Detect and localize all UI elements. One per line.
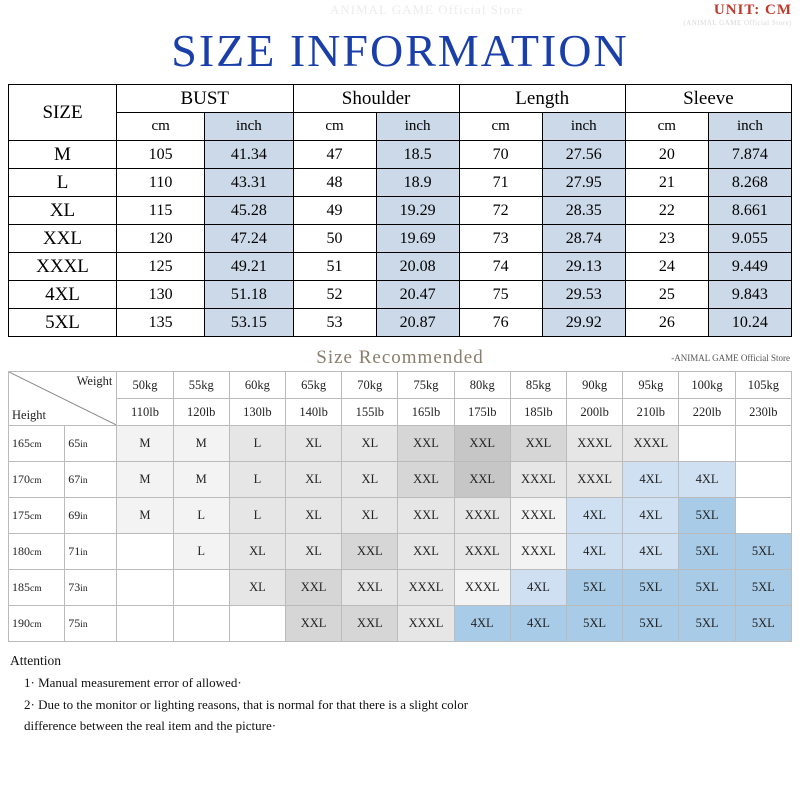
recommend-size-cell: 5XL <box>679 498 735 534</box>
recommend-size-cell: 5XL <box>735 534 791 570</box>
axis-corner-cell <box>9 372 117 426</box>
recommend-size-cell: XXXL <box>510 498 566 534</box>
recommend-size-cell: XL <box>342 498 398 534</box>
size-label-cell: M <box>9 141 117 169</box>
weight-kg-header: 65kg <box>286 372 342 399</box>
weight-lb-header: 165lb <box>398 399 454 426</box>
size-recommended-table <box>8 371 792 642</box>
weight-axis-label: Weight <box>76 374 113 388</box>
measure-cm-cell: 25 <box>625 281 708 309</box>
measure-cm-cell: 105 <box>116 141 204 169</box>
recommend-size-cell: 5XL <box>679 534 735 570</box>
measure-inch-cell: 27.56 <box>542 141 625 169</box>
recommend-size-cell: XL <box>342 426 398 462</box>
measure-inch-cell: 8.661 <box>708 197 791 225</box>
measure-cm-cell: 110 <box>116 169 204 197</box>
measure-cm-cell: 125 <box>116 253 204 281</box>
size-header-cell: SIZE <box>9 85 117 141</box>
size-label-cell: XL <box>9 197 117 225</box>
recommend-size-cell: XXL <box>342 534 398 570</box>
unit-label: UNIT: CM <box>713 2 792 18</box>
measure-inch-cell: 28.74 <box>542 225 625 253</box>
measure-inch-cell: 7.874 <box>708 141 791 169</box>
table-row <box>9 141 792 169</box>
page-title: SIZE INFORMATION <box>171 25 629 76</box>
weight-lb-header: 120lb <box>173 399 229 426</box>
recommend-size-cell: XXL <box>398 534 454 570</box>
measure-inch-cell: 20.47 <box>376 281 459 309</box>
recommend-row <box>9 606 792 642</box>
recommend-row <box>9 534 792 570</box>
watermark-text: ANIMAL GAME Official Store <box>330 2 524 17</box>
recommend-size-cell <box>735 498 791 534</box>
measure-inch-cell: 20.08 <box>376 253 459 281</box>
recommend-size-cell <box>117 606 173 642</box>
measure-inch-cell: 18.5 <box>376 141 459 169</box>
recommend-size-cell: 5XL <box>567 570 623 606</box>
attention-line-1: 1· Manual measurement error of allowed· <box>24 675 242 691</box>
recommend-size-cell: XXXL <box>567 462 623 498</box>
measure-cm-cell: 52 <box>293 281 376 309</box>
weight-lb-header: 220lb <box>679 399 735 426</box>
recommend-size-cell: L <box>173 498 229 534</box>
recommend-size-cell: XXL <box>286 570 342 606</box>
recommend-size-cell: 5XL <box>735 570 791 606</box>
recommend-size-cell <box>229 606 285 642</box>
weight-lb-header: 185lb <box>510 399 566 426</box>
unit-header-cell: cm <box>293 113 376 141</box>
measure-cm-cell: 24 <box>625 253 708 281</box>
table-row <box>9 197 792 225</box>
measure-inch-cell: 29.13 <box>542 253 625 281</box>
weight-kg-header: 80kg <box>454 372 510 399</box>
recommend-size-cell: 5XL <box>623 570 679 606</box>
recommend-size-cell: XXL <box>398 498 454 534</box>
measure-cm-cell: 73 <box>459 225 542 253</box>
height-cm-cell: 170cm <box>9 462 65 498</box>
height-in-cell: 73in <box>65 570 117 606</box>
store-credit: -ANIMAL GAME Official Store <box>671 353 790 363</box>
recommend-size-cell: 4XL <box>679 462 735 498</box>
height-in-cell: 67in <box>65 462 117 498</box>
recommend-size-cell: XL <box>286 534 342 570</box>
unit-header-cell: inch <box>708 113 791 141</box>
recommend-size-cell: XL <box>342 462 398 498</box>
recommend-size-cell: 5XL <box>679 570 735 606</box>
weight-kg-header: 95kg <box>623 372 679 399</box>
measure-cm-cell: 49 <box>293 197 376 225</box>
measure-inch-cell: 53.15 <box>205 309 293 337</box>
measure-inch-cell: 45.28 <box>205 197 293 225</box>
weight-kg-header: 75kg <box>398 372 454 399</box>
recommend-size-cell: XXXL <box>567 426 623 462</box>
attention-line-2: 2· Due to the monitor or lighting reasons, that is normal for that there is a slight color <box>24 696 469 712</box>
measure-cm-cell: 76 <box>459 309 542 337</box>
measure-cm-cell: 74 <box>459 253 542 281</box>
weight-lb-header: 175lb <box>454 399 510 426</box>
height-cm-cell: 180cm <box>9 534 65 570</box>
size-label-cell: L <box>9 169 117 197</box>
recommend-row <box>9 498 792 534</box>
measure-cm-cell: 20 <box>625 141 708 169</box>
recommend-size-cell: XXL <box>454 462 510 498</box>
recommend-size-cell: 4XL <box>623 534 679 570</box>
height-in-cell: 65in <box>65 426 117 462</box>
height-cm-cell: 175cm <box>9 498 65 534</box>
recommend-size-cell: L <box>229 462 285 498</box>
weight-kg-header: 55kg <box>173 372 229 399</box>
recommend-size-cell: XXXL <box>510 462 566 498</box>
measure-inch-cell: 20.87 <box>376 309 459 337</box>
measure-inch-cell: 10.24 <box>708 309 791 337</box>
unit-header-cell: cm <box>625 113 708 141</box>
measure-cm-cell: 50 <box>293 225 376 253</box>
size-label-cell: XXL <box>9 225 117 253</box>
weight-lb-header: 200lb <box>567 399 623 426</box>
attention-heading: Attention <box>10 653 61 668</box>
measure-cm-cell: 47 <box>293 141 376 169</box>
recommend-size-cell: 4XL <box>623 498 679 534</box>
measure-cm-cell: 120 <box>116 225 204 253</box>
recommend-size-cell: XXL <box>398 462 454 498</box>
recommend-size-cell: 4XL <box>454 606 510 642</box>
weight-lb-header: 155lb <box>342 399 398 426</box>
weight-kg-header: 100kg <box>679 372 735 399</box>
measure-cm-cell: 22 <box>625 197 708 225</box>
weight-lb-header: 140lb <box>286 399 342 426</box>
recommend-size-cell: 4XL <box>567 498 623 534</box>
recommend-size-cell: L <box>229 426 285 462</box>
measure-cm-cell: 130 <box>116 281 204 309</box>
top-bar <box>0 0 800 26</box>
recommend-size-cell: M <box>117 498 173 534</box>
weight-kg-header: 70kg <box>342 372 398 399</box>
unit-header-cell: inch <box>376 113 459 141</box>
weight-lb-header: 230lb <box>735 399 791 426</box>
table-row <box>9 253 792 281</box>
recommend-size-cell: XXL <box>286 606 342 642</box>
recommend-size-cell: XXL <box>342 570 398 606</box>
recommend-size-cell: XL <box>286 498 342 534</box>
size-label-cell: 4XL <box>9 281 117 309</box>
recommend-size-cell: XL <box>286 462 342 498</box>
recommend-size-cell: XL <box>229 534 285 570</box>
recommend-size-cell: 4XL <box>623 462 679 498</box>
weight-kg-header: 105kg <box>735 372 791 399</box>
recommend-size-cell: M <box>117 462 173 498</box>
measure-cm-cell: 71 <box>459 169 542 197</box>
measure-inch-cell: 49.21 <box>205 253 293 281</box>
recommend-size-cell: XXXL <box>398 606 454 642</box>
recommend-size-cell <box>117 570 173 606</box>
recommend-size-cell: XXL <box>510 426 566 462</box>
recommend-size-cell: XXL <box>398 426 454 462</box>
measure-inch-cell: 28.35 <box>542 197 625 225</box>
measure-inch-cell: 43.31 <box>205 169 293 197</box>
recommend-size-cell <box>117 534 173 570</box>
measure-inch-cell: 18.9 <box>376 169 459 197</box>
measure-inch-cell: 47.24 <box>205 225 293 253</box>
recommend-size-cell <box>173 570 229 606</box>
measure-cm-cell: 23 <box>625 225 708 253</box>
recommend-size-cell: XXXL <box>623 426 679 462</box>
measure-inch-cell: 29.53 <box>542 281 625 309</box>
measure-cm-cell: 75 <box>459 281 542 309</box>
height-in-cell: 71in <box>65 534 117 570</box>
recommend-size-cell: 5XL <box>623 606 679 642</box>
table-row <box>9 281 792 309</box>
measure-inch-cell: 19.29 <box>376 197 459 225</box>
unit-header-cell: cm <box>459 113 542 141</box>
measure-inch-cell: 27.95 <box>542 169 625 197</box>
measure-inch-cell: 51.18 <box>205 281 293 309</box>
size-label-cell: XXXL <box>9 253 117 281</box>
recommend-size-cell <box>735 426 791 462</box>
weight-kg-header: 90kg <box>567 372 623 399</box>
height-in-cell: 69in <box>65 498 117 534</box>
recommend-size-cell: XXL <box>454 426 510 462</box>
measure-group-header: Sleeve <box>625 85 791 113</box>
table-row <box>9 169 792 197</box>
height-cm-cell: 185cm <box>9 570 65 606</box>
recommend-size-cell: XXXL <box>454 570 510 606</box>
weight-kg-header: 60kg <box>229 372 285 399</box>
recommend-size-cell: XXXL <box>398 570 454 606</box>
recommend-size-cell: 4XL <box>510 606 566 642</box>
weight-lb-header: 130lb <box>229 399 285 426</box>
recommend-size-cell <box>679 426 735 462</box>
unit-header-cell: cm <box>116 113 204 141</box>
attention-block <box>10 650 790 737</box>
recommend-row <box>9 462 792 498</box>
measure-inch-cell: 8.268 <box>708 169 791 197</box>
table-row <box>9 225 792 253</box>
size-label-cell: 5XL <box>9 309 117 337</box>
recommend-size-cell: XXXL <box>510 534 566 570</box>
unit-header-cell: inch <box>205 113 293 141</box>
recommend-row <box>9 426 792 462</box>
measure-cm-cell: 70 <box>459 141 542 169</box>
measure-inch-cell: 19.69 <box>376 225 459 253</box>
measure-cm-cell: 72 <box>459 197 542 225</box>
recommend-size-cell: L <box>173 534 229 570</box>
recommend-size-cell: XXXL <box>454 534 510 570</box>
height-cm-cell: 165cm <box>9 426 65 462</box>
weight-lb-header: 210lb <box>623 399 679 426</box>
attention-line-3: difference between the real item and the picture· <box>24 718 277 734</box>
unit-header-cell: inch <box>542 113 625 141</box>
measure-inch-cell: 9.055 <box>708 225 791 253</box>
measure-cm-cell: 135 <box>116 309 204 337</box>
measure-cm-cell: 51 <box>293 253 376 281</box>
measure-cm-cell: 115 <box>116 197 204 225</box>
measure-cm-cell: 48 <box>293 169 376 197</box>
recommend-size-cell <box>735 462 791 498</box>
recommend-size-cell <box>173 606 229 642</box>
weight-kg-header: 50kg <box>117 372 173 399</box>
measure-inch-cell: 9.449 <box>708 253 791 281</box>
recommend-size-cell: 5XL <box>679 606 735 642</box>
recommend-size-cell: XL <box>229 570 285 606</box>
recommend-size-cell: 5XL <box>735 606 791 642</box>
size-information-table <box>8 84 792 337</box>
height-in-cell: 75in <box>65 606 117 642</box>
measure-group-header: Shoulder <box>293 85 459 113</box>
weight-lb-header: 110lb <box>117 399 173 426</box>
unit-block <box>683 2 792 27</box>
measure-group-header: BUST <box>116 85 293 113</box>
unit-sub-label: (ANIMAL GAME Official Store) <box>683 19 792 27</box>
recommend-size-cell: L <box>229 498 285 534</box>
recommend-size-cell: XXXL <box>454 498 510 534</box>
measure-cm-cell: 53 <box>293 309 376 337</box>
recommend-size-cell: 4XL <box>567 534 623 570</box>
measure-cm-cell: 21 <box>625 169 708 197</box>
size-recommended-section <box>8 347 792 642</box>
measure-inch-cell: 9.843 <box>708 281 791 309</box>
recommend-size-cell: M <box>117 426 173 462</box>
table-row <box>9 309 792 337</box>
recommend-size-cell: 4XL <box>510 570 566 606</box>
measure-cm-cell: 26 <box>625 309 708 337</box>
recommend-size-cell: XL <box>286 426 342 462</box>
height-axis-label: Height <box>12 408 47 422</box>
recommend-size-cell: M <box>173 462 229 498</box>
recommend-size-cell: 5XL <box>567 606 623 642</box>
measure-group-header: Length <box>459 85 625 113</box>
weight-kg-header: 85kg <box>510 372 566 399</box>
recommend-row <box>9 570 792 606</box>
measure-inch-cell: 41.34 <box>205 141 293 169</box>
size-recommended-title: Size Recommended <box>316 347 484 368</box>
measure-inch-cell: 29.92 <box>542 309 625 337</box>
recommend-size-cell: M <box>173 426 229 462</box>
height-cm-cell: 190cm <box>9 606 65 642</box>
recommend-size-cell: XXL <box>342 606 398 642</box>
